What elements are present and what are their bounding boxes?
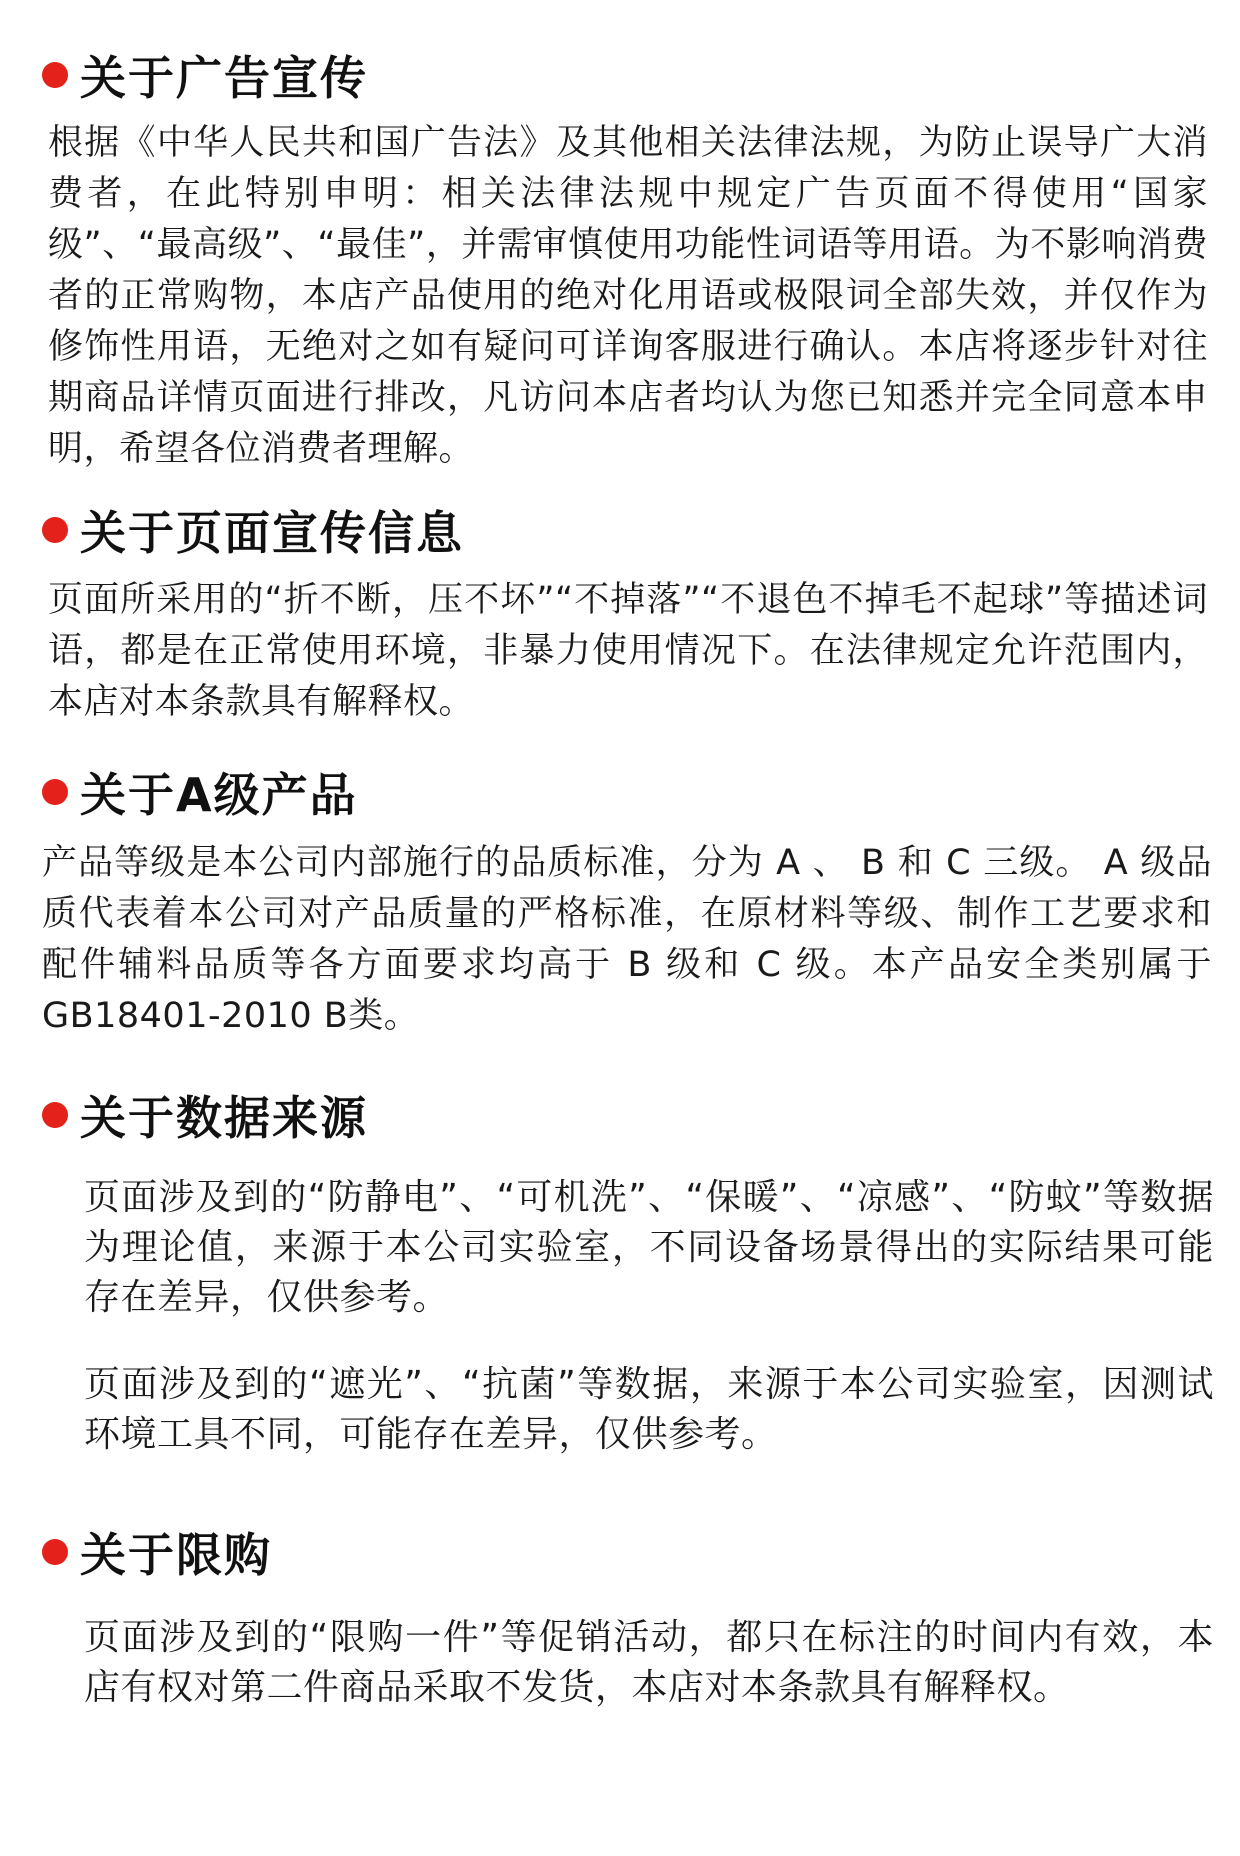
section-heading-purchase-limit <box>42 1522 272 1582</box>
section-title: 关于页面宣传信息 <box>80 506 464 560</box>
section-heading-advertising <box>42 45 368 105</box>
section-title: 关于A级产品 <box>80 768 358 822</box>
red-bullet-icon <box>42 1102 68 1128</box>
section-paragraph: 产品等级是本公司内部施行的品质标准，分为 A 、 B 和 C 三级。 A 级品质代表着本公司对产品质量的严格标准，在原材料等级、制作工艺要求和配件辅料品质等各方面要求均高于 B 级和 C 级。本产品安全类别属于GB18401-2010 B类。 <box>42 843 1212 1036</box>
section-paragraph: 页面涉及到的“遮光”、“抗菌”等数据，来源于本公司实验室，因测试环境工具不同，可能存在差异，仅供参考。 <box>84 1364 1214 1455</box>
section-heading-page-promo-info <box>42 500 464 560</box>
red-bullet-icon <box>42 1539 68 1565</box>
section-paragraph: 页面涉及到的“防静电”、“可机洗”、“保暖”、“凉感”、“防蚊”等数据为理论值，来源于本公司实验室，不同设备场景得出的实际结果可能存在差异，仅供参考。 <box>84 1177 1214 1318</box>
section-paragraph: 页面涉及到的“限购一件”等促销活动，都只在标注的时间内有效，本店有权对第二件商品采取不发货，本店对本条款具有解释权。 <box>84 1617 1214 1708</box>
section-title: 关于限购 <box>80 1528 272 1582</box>
section-heading-a-grade-product <box>42 762 358 822</box>
red-bullet-icon <box>42 517 68 543</box>
section-title: 关于数据来源 <box>80 1091 368 1145</box>
section-heading-data-source <box>42 1085 368 1145</box>
section-paragraph: 根据《中华人民共和国广告法》及其他相关法律法规，为防止误导广大消费者，在此特别申明：相关法律法规中规定广告页面不得使用“国家级”、“最高级”、“最佳”，并需审慎使用功能性词语等用语。为不影响消费者的正常购物，本店产品使用的绝对化用语或极限词全部失效，并仅作为修饰性用语，无绝对之如有疑问可详询客服进行确认。本店将逐步针对往期商品详情页面进行排改，凡访问本店者均认为您已知悉并完全同意本申明，希望各位消费者理解。 <box>48 123 1208 469</box>
red-bullet-icon <box>42 62 68 88</box>
red-bullet-icon <box>42 779 68 805</box>
section-paragraph: 页面所采用的“折不断，压不坏”“不掉落”“不退色不掉毛不起球”等描述词语，都是在正常使用环境，非暴力使用情况下。在法律规定允许范围内，本店对本条款具有解释权。 <box>48 580 1208 722</box>
section-title: 关于广告宣传 <box>80 51 368 105</box>
